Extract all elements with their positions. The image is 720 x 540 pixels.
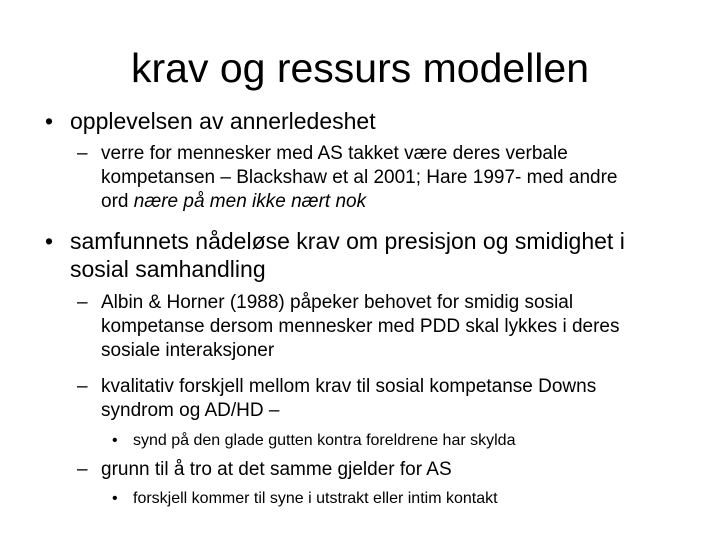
level2-dash: – xyxy=(77,459,88,480)
subbullet-kvalitativ: kvalitativ forskjell mellom krav til sosial kompetanse Downs syndrom og AD/HD – xyxy=(101,376,597,421)
subbullet-grunn: grunn til å tro at det samme gjelder for AS xyxy=(101,459,452,480)
subsubbullet-forskjell: forskjell kommer til syne i utstrakt eller intim kontakt xyxy=(133,490,498,507)
level1-bullet: • xyxy=(45,228,54,254)
bullet-opplevelsen: opplevelsen av annerledeshet xyxy=(70,108,376,134)
subbullet-verre-italic: nære på men ikke nært nok xyxy=(133,191,367,212)
subbullet-albin: Albin & Horner (1988) påpeker behovet for smidig sosial kompetanse dersom mennesker med PDD skal lykkes i deres sosiale interaksjoner xyxy=(101,292,620,361)
level1-bullet: • xyxy=(45,108,54,134)
level3-bullet: • xyxy=(112,432,118,449)
level2-dash: – xyxy=(77,292,88,313)
level3-bullet: • xyxy=(112,490,118,507)
bullet-samfunnets: samfunnets nådeløse krav om presisjon og smidighet i sosial samhandling xyxy=(70,228,625,282)
subsubbullet-synd: synd på den glade gutten kontra foreldrene har skylda xyxy=(133,432,516,449)
level2-dash: – xyxy=(77,143,88,164)
subbullet-verre xyxy=(101,142,641,214)
subbullet-verre-text: verre for mennesker med AS takket være deres verbale kompetansen – Blackshaw et al 2001; Hare 1997- med andre ord xyxy=(101,143,618,212)
slide-title: krav og ressurs modellen xyxy=(130,45,590,91)
level2-dash: – xyxy=(77,376,88,397)
